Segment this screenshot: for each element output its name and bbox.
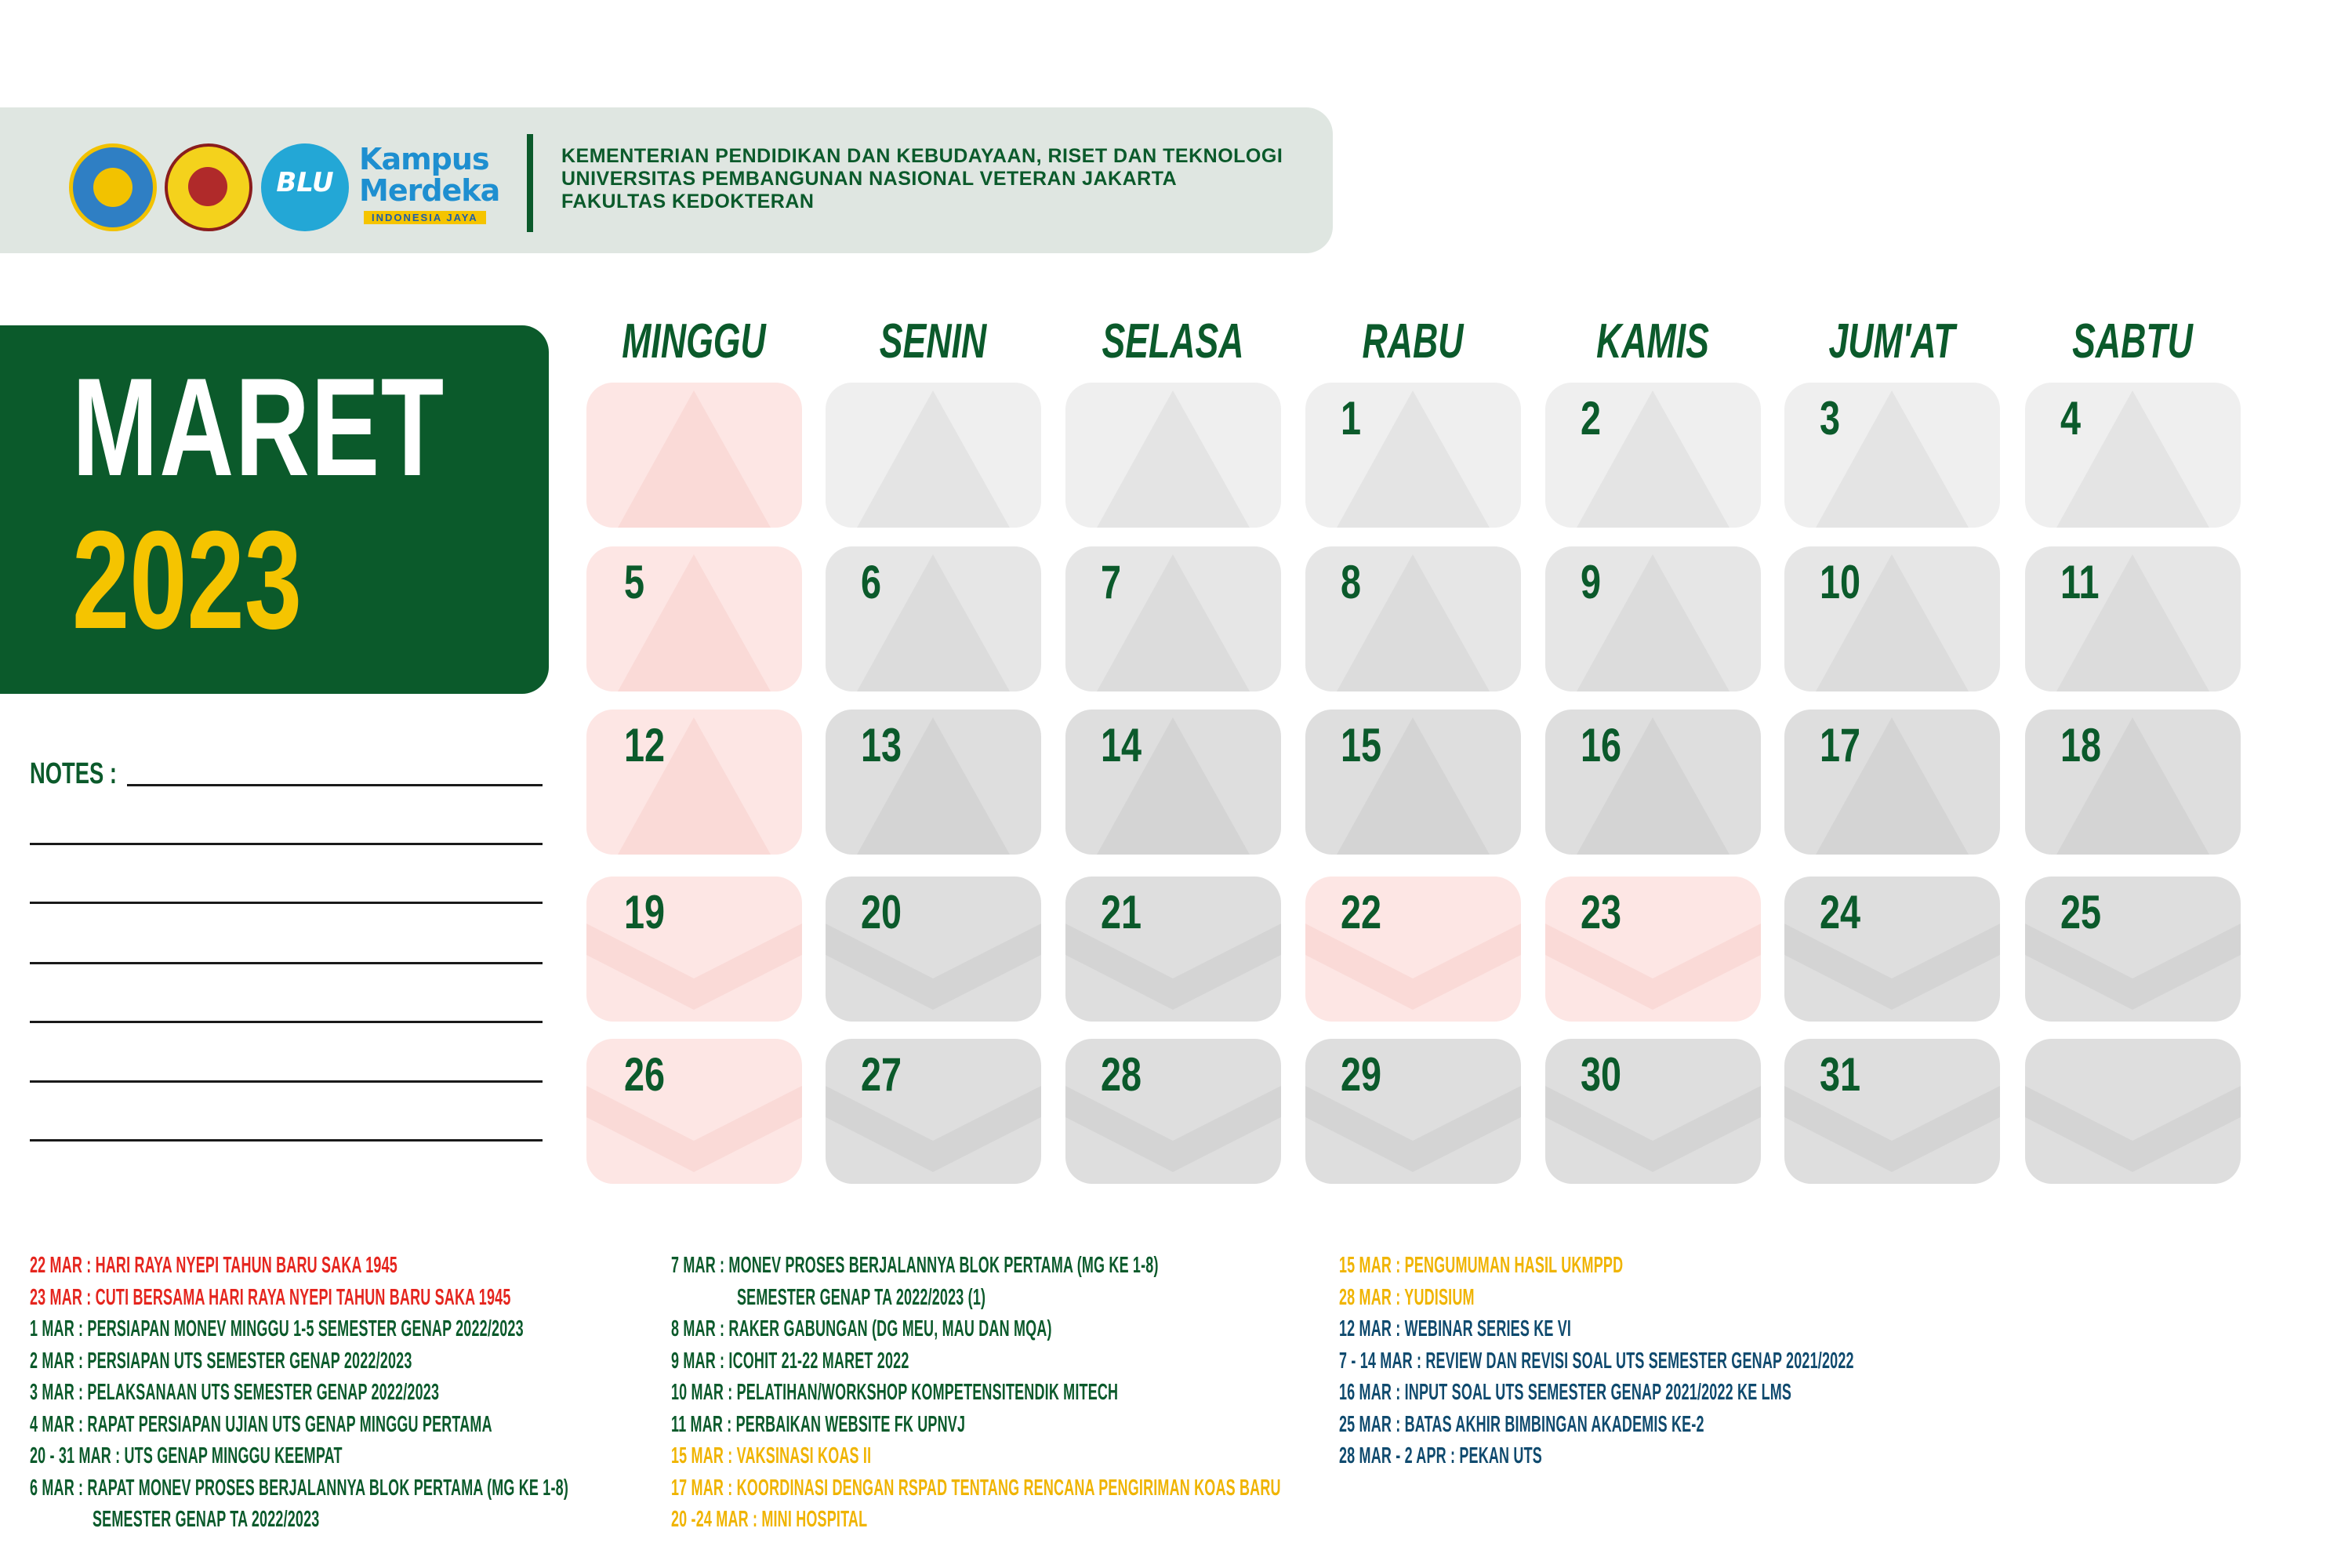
cell-pattern (2025, 710, 2241, 855)
blu-logo-text: BLU (276, 167, 334, 198)
header-divider (527, 134, 533, 232)
cell-pattern (2025, 383, 2241, 528)
empty-day-cell (2025, 1039, 2241, 1184)
day-cell (1545, 383, 1761, 528)
day-number: 31 (1820, 1048, 1861, 1101)
day-cell (586, 546, 802, 691)
day-number: 7 (1101, 556, 1122, 608)
cell-pattern (586, 546, 802, 691)
day-cell (586, 1039, 802, 1184)
merdeka-text: Merdeka (359, 173, 500, 208)
cell-pattern (1545, 1039, 1761, 1184)
indonesia-jaya-text: INDONESIA JAYA (364, 211, 486, 224)
event-item: 28 MAR : YUDISIUM (1339, 1284, 1475, 1310)
day-number: 9 (1581, 556, 1602, 608)
empty-day-cell (1065, 383, 1281, 528)
cell-pattern (1065, 710, 1281, 855)
cell-pattern (826, 877, 1041, 1022)
month-name: MARET (72, 349, 445, 505)
day-header: SELASA (1102, 314, 1244, 368)
day-cell (1784, 383, 2000, 528)
event-item: SEMESTER GENAP TA 2022/2023 (93, 1507, 320, 1532)
day-cell (1545, 1039, 1761, 1184)
day-number: 11 (2060, 556, 2100, 608)
notes-line (30, 1080, 543, 1083)
event-item: 17 MAR : KOORDINASI DENGAN RSPAD TENTANG RENCANA PENGIRIMAN KOAS BARU (671, 1475, 1281, 1501)
notes-line (127, 784, 543, 786)
blu-logo (261, 143, 349, 231)
event-item: 15 MAR : VAKSINASI KOAS II (671, 1443, 872, 1468)
cell-pattern (1305, 383, 1521, 528)
event-item: 7 - 14 MAR : REVIEW DAN REVISI SOAL UTS SEMESTER GENAP 2021/2022 (1339, 1348, 1854, 1374)
event-item: 4 MAR : RAPAT PERSIAPAN UJIAN UTS GENAP MINGGU PERTAMA (30, 1411, 492, 1437)
event-item: 1 MAR : PERSIAPAN MONEV MINGGU 1-5 SEMESTER GENAP 2022/2023 (30, 1316, 524, 1341)
kampus-merdeka-logo (359, 142, 508, 228)
event-item: 6 MAR : RAPAT MONEV PROSES BERJALANNYA BLOK PERTAMA (MG KE 1-8) (30, 1475, 569, 1501)
cell-pattern (826, 710, 1041, 855)
cell-pattern (1305, 546, 1521, 691)
day-cell (1545, 710, 1761, 855)
day-cell (1545, 546, 1761, 691)
cell-pattern (1784, 383, 2000, 528)
cell-pattern (586, 383, 802, 528)
day-number: 10 (1820, 556, 1861, 608)
day-cell (1784, 546, 2000, 691)
event-item: 20 - 31 MAR : UTS GENAP MINGGU KEEMPAT (30, 1443, 343, 1468)
event-item: 2 MAR : PERSIAPAN UTS SEMESTER GENAP 2022/2023 (30, 1348, 412, 1374)
notes-line (30, 962, 543, 964)
day-number: 5 (624, 556, 645, 608)
cell-pattern (1305, 710, 1521, 855)
day-number: 16 (1581, 719, 1622, 771)
day-cell (1784, 877, 2000, 1022)
day-cell (1545, 877, 1761, 1022)
day-number: 15 (1341, 719, 1382, 771)
cell-pattern (1784, 710, 2000, 855)
day-number: 29 (1341, 1048, 1382, 1101)
event-item: 7 MAR : MONEV PROSES BERJALANNYA BLOK PERTAMA (MG KE 1-8) (671, 1253, 1159, 1278)
cell-pattern (2025, 1039, 2241, 1184)
event-item: 25 MAR : BATAS AKHIR BIMBINGAN AKADEMIS KE-2 (1339, 1411, 1704, 1437)
cell-pattern (1545, 546, 1761, 691)
event-item: 15 MAR : PENGUMUMAN HASIL UKMPPD (1339, 1253, 1624, 1278)
day-number: 26 (624, 1048, 666, 1101)
day-number: 8 (1341, 556, 1362, 608)
day-number: 25 (2060, 886, 2102, 938)
day-cell (826, 710, 1041, 855)
day-number: 13 (861, 719, 902, 771)
cell-pattern (1305, 1039, 1521, 1184)
event-item: 28 MAR - 2 APR : PEKAN UTS (1339, 1443, 1542, 1468)
kemdikbud-logo (69, 143, 157, 231)
cell-pattern (2025, 877, 2241, 1022)
cell-pattern (1545, 383, 1761, 528)
day-header: MINGGU (622, 314, 766, 368)
day-number: 17 (1820, 719, 1861, 771)
day-number: 23 (1581, 886, 1622, 938)
day-header: SENIN (879, 314, 987, 368)
cell-pattern (586, 710, 802, 855)
notes-label: NOTES : (30, 757, 117, 790)
notes-line (30, 843, 543, 845)
day-number: 3 (1820, 392, 1841, 445)
day-cell (1305, 383, 1521, 528)
day-cell (826, 877, 1041, 1022)
day-number: 18 (2060, 719, 2102, 771)
kemdikbud-emblem-icon (93, 168, 132, 207)
day-number: 21 (1101, 886, 1142, 938)
day-cell (826, 1039, 1041, 1184)
day-cell (586, 710, 802, 855)
ministry-line: KEMENTERIAN PENDIDIKAN DAN KEBUDAYAAN, RISET DAN TEKNOLOGI (561, 145, 1283, 167)
day-cell (1065, 877, 1281, 1022)
empty-day-cell (586, 383, 802, 528)
cell-pattern (1305, 877, 1521, 1022)
upn-emblem-icon (188, 167, 227, 206)
day-cell (1305, 877, 1521, 1022)
day-number: 30 (1581, 1048, 1622, 1101)
day-header: SABTU (2072, 314, 2193, 368)
day-cell (1065, 710, 1281, 855)
cell-pattern (1065, 877, 1281, 1022)
day-cell (586, 877, 802, 1022)
notes-line (30, 1139, 543, 1142)
event-item: 11 MAR : PERBAIKAN WEBSITE FK UPNVJ (671, 1411, 966, 1437)
cell-pattern (826, 383, 1041, 528)
cell-pattern (586, 877, 802, 1022)
day-number: 12 (624, 719, 666, 771)
day-number: 20 (861, 886, 902, 938)
day-cell (1784, 710, 2000, 855)
upn-veteran-logo (165, 143, 252, 231)
cell-pattern (1545, 877, 1761, 1022)
day-number: 24 (1820, 886, 1861, 938)
cell-pattern (1065, 1039, 1281, 1184)
cell-pattern (586, 1039, 802, 1184)
day-header: JUM'AT (1828, 314, 1955, 368)
day-cell (2025, 383, 2241, 528)
event-item: 10 MAR : PELATIHAN/WORKSHOP KOMPETENSITENDIK MITECH (671, 1380, 1119, 1405)
day-cell (2025, 710, 2241, 855)
day-number: 27 (861, 1048, 902, 1101)
day-cell (2025, 877, 2241, 1022)
institution-text (561, 145, 1283, 213)
cell-pattern (2025, 546, 2241, 691)
notes-line (30, 1021, 543, 1023)
cell-pattern (826, 1039, 1041, 1184)
event-item: 9 MAR : ICOHIT 21-22 MARET 2022 (671, 1348, 909, 1374)
month-year: 2023 (72, 502, 303, 658)
day-number: 4 (2060, 392, 2082, 445)
cell-pattern (1784, 877, 2000, 1022)
day-cell (826, 546, 1041, 691)
day-number: 2 (1581, 392, 1602, 445)
kampus-text: Kampus (359, 142, 489, 176)
faculty-line: FAKULTAS KEDOKTERAN (561, 191, 815, 212)
day-number: 6 (861, 556, 882, 608)
header-band (0, 107, 1333, 253)
day-number: 22 (1341, 886, 1382, 938)
cell-pattern (1784, 1039, 2000, 1184)
day-cell (1305, 1039, 1521, 1184)
day-cell (1065, 1039, 1281, 1184)
cell-pattern (1065, 546, 1281, 691)
day-cell (1065, 546, 1281, 691)
event-item: 12 MAR : WEBINAR SERIES KE VI (1339, 1316, 1572, 1341)
cell-pattern (826, 546, 1041, 691)
event-item: 22 MAR : HARI RAYA NYEPI TAHUN BARU SAKA 1945 (30, 1253, 397, 1278)
notes-line (30, 902, 543, 904)
day-header: RABU (1362, 314, 1464, 368)
event-item: 8 MAR : RAKER GABUNGAN (DG MEU, MAU DAN MQA) (671, 1316, 1052, 1341)
cell-pattern (1784, 546, 2000, 691)
day-header: KAMIS (1596, 314, 1709, 368)
event-item: 3 MAR : PELAKSANAAN UTS SEMESTER GENAP 2022/2023 (30, 1380, 440, 1405)
day-number: 14 (1101, 719, 1142, 771)
day-number: 28 (1101, 1048, 1142, 1101)
day-cell (2025, 546, 2241, 691)
month-block (0, 325, 549, 694)
day-number: 19 (624, 886, 666, 938)
day-cell (1305, 710, 1521, 855)
cell-pattern (1545, 710, 1761, 855)
university-line: UNIVERSITAS PEMBANGUNAN NASIONAL VETERAN JAKARTA (561, 168, 1178, 190)
day-number: 1 (1341, 392, 1362, 445)
event-item: SEMESTER GENAP TA 2022/2023 (1) (737, 1284, 986, 1310)
day-cell (1784, 1039, 2000, 1184)
cell-pattern (1065, 383, 1281, 528)
empty-day-cell (826, 383, 1041, 528)
event-item: 23 MAR : CUTI BERSAMA HARI RAYA NYEPI TAHUN BARU SAKA 1945 (30, 1284, 511, 1310)
event-item: 20 -24 MAR : MINI HOSPITAL (671, 1507, 868, 1532)
event-item: 16 MAR : INPUT SOAL UTS SEMESTER GENAP 2021/2022 KE LMS (1339, 1380, 1792, 1405)
day-cell (1305, 546, 1521, 691)
